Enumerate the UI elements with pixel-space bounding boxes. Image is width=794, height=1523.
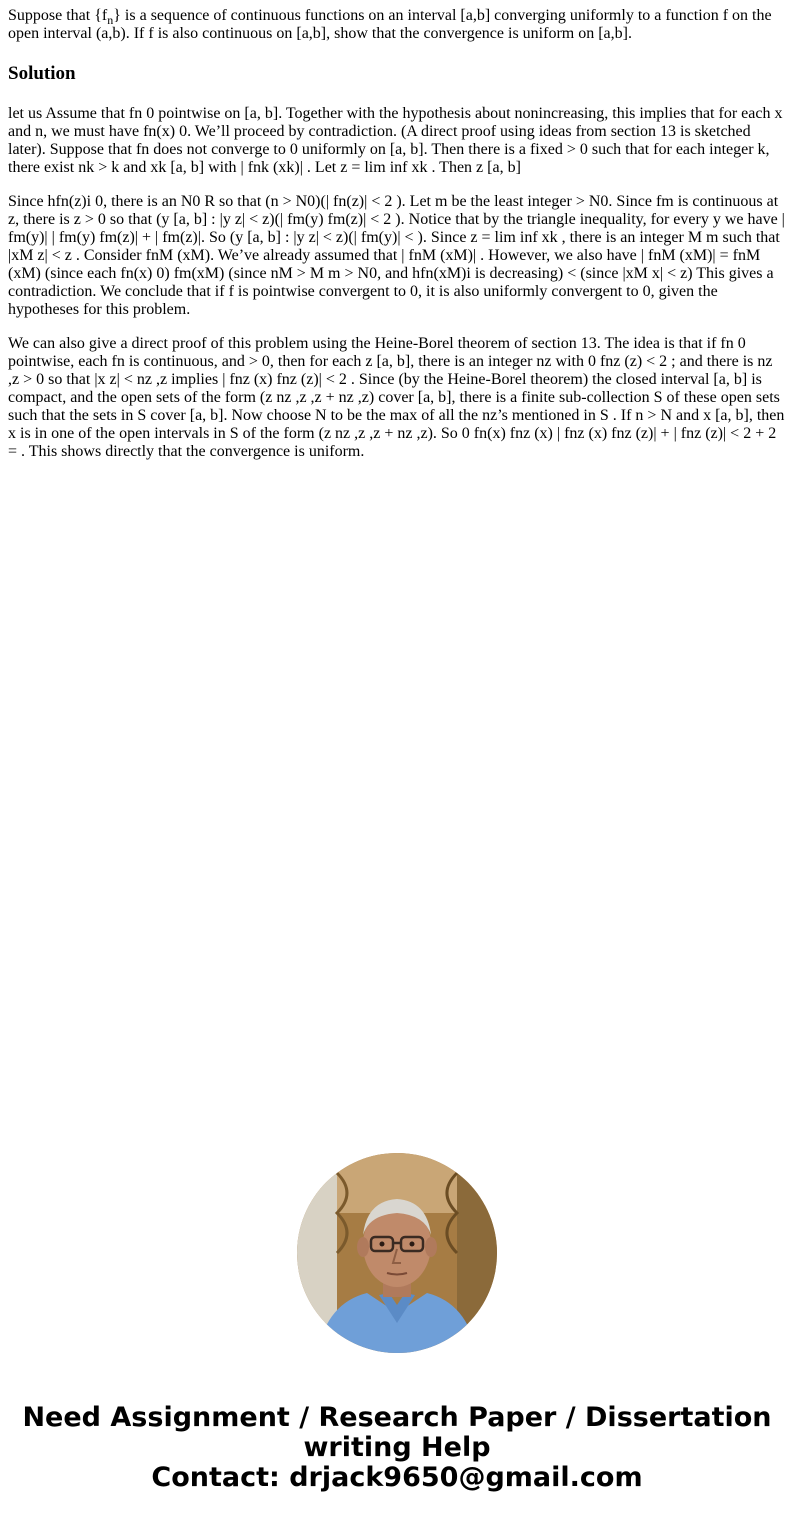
promo-banner — [0, 1403, 794, 1493]
question-text — [8, 7, 786, 43]
solution-paragraph-1: let us Assume that fn 0 pointwise on [a, b]. Together with the hypothesis about nonincreasing, this implies that for each x and n, we must have fn(x) 0. We’ll proceed by contradiction. (A direct proof using ideas from section 13 is sketched later). Suppose that fn does not converge to 0 uniformly on [a, b]. Then there is a fixed > 0 such that for each integer k, there exist nk > k and xk [a, b] with | fnk (xk)| . Let z = lim inf xk . Then z [a, b] — [8, 105, 783, 176]
question-text-end: } is a sequence of continuous functions on an interval [a,b] converging uniformly to a function f on the open interval (a,b). If f is also continuous on [a,b], show that the convergence is uniform on [a,b]. — [8, 7, 772, 42]
tutor-portrait-icon — [297, 1153, 497, 1353]
solution-heading: Solution — [8, 63, 76, 84]
tutor-avatar — [297, 1153, 497, 1353]
question-subscript: n — [107, 13, 114, 28]
promo-contact-email[interactable]: Contact: drjack9650@gmail.com — [151, 1462, 643, 1493]
question-text-start: Suppose that {f — [8, 7, 108, 24]
promo-line-2: writing Help — [303, 1432, 491, 1463]
solution-paragraph-3: We can also give a direct proof of this problem using the Heine-Borel theorem of section 13. The idea is that if fn 0 pointwise, each fn is continuous, and > 0, then for each z [a, b], there is an integer nz with 0 fnz (z) < 2 ; and there is nz ,z > 0 so that |x z| < nz ,z implies | fnz (x) fnz (z)| < 2 . Since (by the Heine-Borel theorem) the closed interval [a, b] is compact, and the open sets of the form (z nz ,z ,z + nz ,z) cover [a, b], there is a finite sub-collection S of these open sets such that the sets in S cover [a, b]. Now choose N to be the max of all the nz’s mentioned in S . If n > N and x [a, b], then x is in one of the open intervals in S of the form (z nz ,z ,z + nz ,z). So 0 fn(x) fnz (x) | fnz (x) fnz (z)| + | fnz (z)| < 2 + 2 = . This shows directly that the convergence is uniform. — [8, 335, 785, 460]
promo-line-1: Need Assignment / Research Paper / Dissertation — [22, 1402, 772, 1433]
document-body — [8, 7, 786, 461]
solution-paragraph-2: Since hfn(z)i 0, there is an N0 R so that (n > N0)(| fn(z)| < 2 ). Let m be the least integer > N0. Since fm is continuous at z, there is z > 0 so that (y [a, b] : |y z| < z)(| fm(y) fm(z)| < 2 ). Notice that by the triangle inequality, for every y we have | fm(y)| | fm(y) fm(z)| + | fm(z)|. So (y [a, b] : |y z| < z)(| fm(y)| < ). Since z = lim inf xk , there is an integer M m such that |xM z| < z . Consider fnM (xM). We’ve already assumed that | fnM (xM)| . However, we also have | fnM (xM)| = fnM (xM) (since each fn(x) 0) fm(xM) (since nM > M m > N0, and hfn(xM)i is decreasing) < (since |xM x| < z) This gives a contradiction. We conclude that if f is pointwise convergent to 0, it is also uniformly convergent to 0, given the hypotheses for this problem. — [8, 193, 785, 318]
